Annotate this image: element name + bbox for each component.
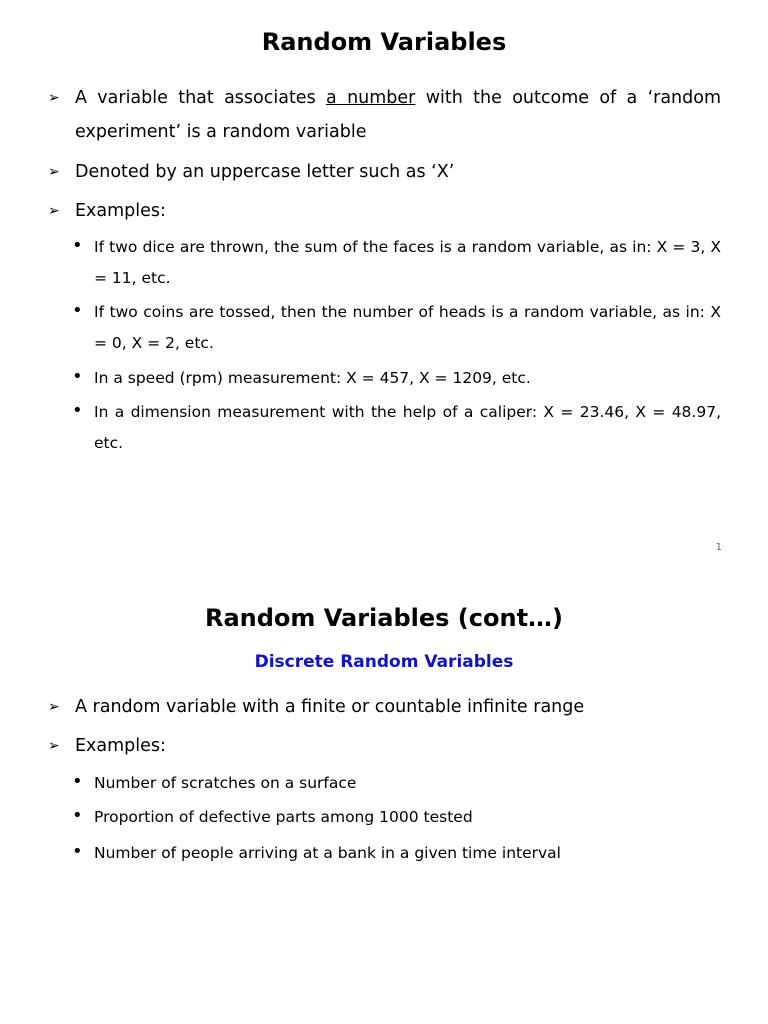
- bullet-text: [75, 81, 721, 149]
- bullet-examples: [48, 729, 721, 763]
- example-text: If two coins are tossed, then the number of heads is a random variable, as in: X = 0, X = 2, etc.: [94, 303, 721, 352]
- bullet-text-part: A variable that associates: [75, 88, 327, 108]
- bullet-text: Denoted by an uppercase letter such as ‘X’: [75, 162, 455, 182]
- bullet-text: Examples:: [75, 736, 166, 756]
- arrow-bullet-icon: ➢: [48, 699, 60, 715]
- arrow-bullet-icon: ➢: [48, 738, 60, 754]
- arrow-bullet-icon: ➢: [48, 90, 60, 106]
- example-text: Proportion of defective parts among 1000 tested: [94, 808, 473, 826]
- page-number: 1: [715, 542, 722, 553]
- bullet-text-part: with the outcome of a ‘random experiment’ is a random variable: [75, 88, 722, 142]
- underlined-phrase: a number: [326, 88, 416, 108]
- example-item: [72, 297, 721, 359]
- example-text: In a speed (rpm) measurement: X = 457, X = 1209, etc.: [94, 369, 531, 387]
- example-item: [72, 768, 721, 799]
- dot-bullet-icon: •: [72, 400, 83, 421]
- dot-bullet-icon: •: [72, 771, 83, 792]
- example-text: Number of people arriving at a bank in a given time interval: [94, 844, 561, 862]
- bullet-text: Examples:: [75, 201, 166, 221]
- example-item: [72, 232, 721, 294]
- example-item: [72, 838, 721, 869]
- arrow-bullet-icon: ➢: [48, 164, 60, 180]
- example-text: If two dice are thrown, the sum of the faces is a random variable, as in: X = 3, X = 11, etc.: [94, 238, 721, 287]
- dot-bullet-icon: •: [72, 805, 83, 826]
- bullet-notation: [48, 155, 721, 189]
- dot-bullet-icon: •: [72, 300, 83, 321]
- dot-bullet-icon: •: [72, 235, 83, 256]
- bullet-definition: [48, 690, 721, 724]
- slide-2-subtitle: Discrete Random Variables: [254, 652, 514, 672]
- bullet-definition: [48, 81, 721, 149]
- example-item: [72, 363, 721, 394]
- example-text: In a dimension measurement with the help of a caliper: X = 23.46, X = 48.97, etc.: [94, 403, 721, 452]
- example-item: [72, 397, 721, 459]
- dot-bullet-icon: •: [72, 841, 83, 862]
- dot-bullet-icon: •: [72, 366, 83, 387]
- example-text: Number of scratches on a surface: [94, 774, 357, 792]
- slide-2-title: Random Variables (cont…): [204, 604, 564, 632]
- bullet-text: A random variable with a finite or countable infinite range: [75, 697, 585, 717]
- slide-2: [0, 572, 768, 1024]
- bullet-examples: [48, 194, 721, 228]
- arrow-bullet-icon: ➢: [48, 203, 60, 219]
- slide-1-title: Random Variables: [261, 28, 507, 56]
- example-item: [72, 802, 721, 833]
